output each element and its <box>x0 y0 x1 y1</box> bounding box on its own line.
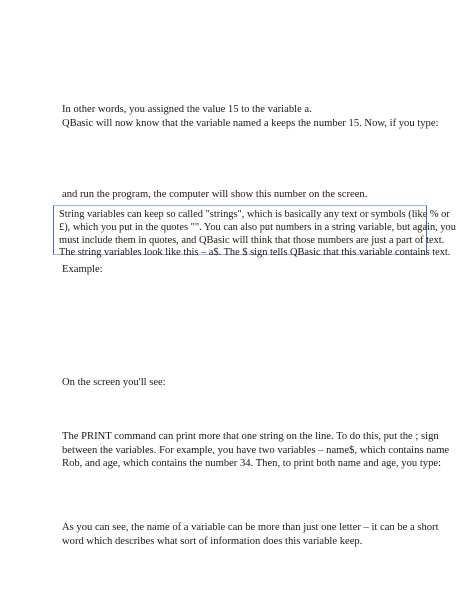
paragraph-variable-assignment <box>62 103 438 130</box>
paragraph-screen-output <box>62 376 166 390</box>
text-line: Example: <box>62 264 103 275</box>
text-line: The PRINT command can print more that one string on the line. To do this, put the ; sign <box>62 431 439 442</box>
paragraph-example-label <box>62 263 103 277</box>
text-line: On the screen you'll see: <box>62 377 166 388</box>
text-line: must include them in quotes, and QBasic will think that those numbers are just a part of text. <box>59 234 445 246</box>
text-line: String variables can keep so called "strings", which is basically any text or symbols (like % or <box>59 209 450 220</box>
text-line: QBasic will now know that the variable named a keeps the number 15. Now, if you type: <box>62 117 439 129</box>
text-line: between the variables. For example, you have two variables – name$, which contains name <box>62 444 450 456</box>
text-line: word which describes what sort of information does this variable keep. <box>62 535 363 547</box>
paragraph-variable-names <box>62 521 439 548</box>
text-line: The string variables look like this – a$. The $ sign tells QBasic that this variable contains text. <box>59 247 451 259</box>
string-variables-callout-box <box>53 205 456 259</box>
text-line: £), which you put in the quotes "". You can also put numbers in a string variable, but again, you <box>59 221 456 233</box>
text-line: In other words, you assigned the value 15 to the variable a. <box>62 104 312 115</box>
text-line: Rob, and age, which contains the number 34. Then, to print both name and age, you type: <box>62 458 442 469</box>
text-line: As you can see, the name of a variable can be more than just one letter – it can be a short <box>62 522 439 533</box>
callout-text <box>59 209 456 260</box>
paragraph-print-command <box>62 430 449 471</box>
text-line: and run the program, the computer will show this number on the screen. <box>62 189 368 200</box>
paragraph-run-program <box>62 188 367 202</box>
